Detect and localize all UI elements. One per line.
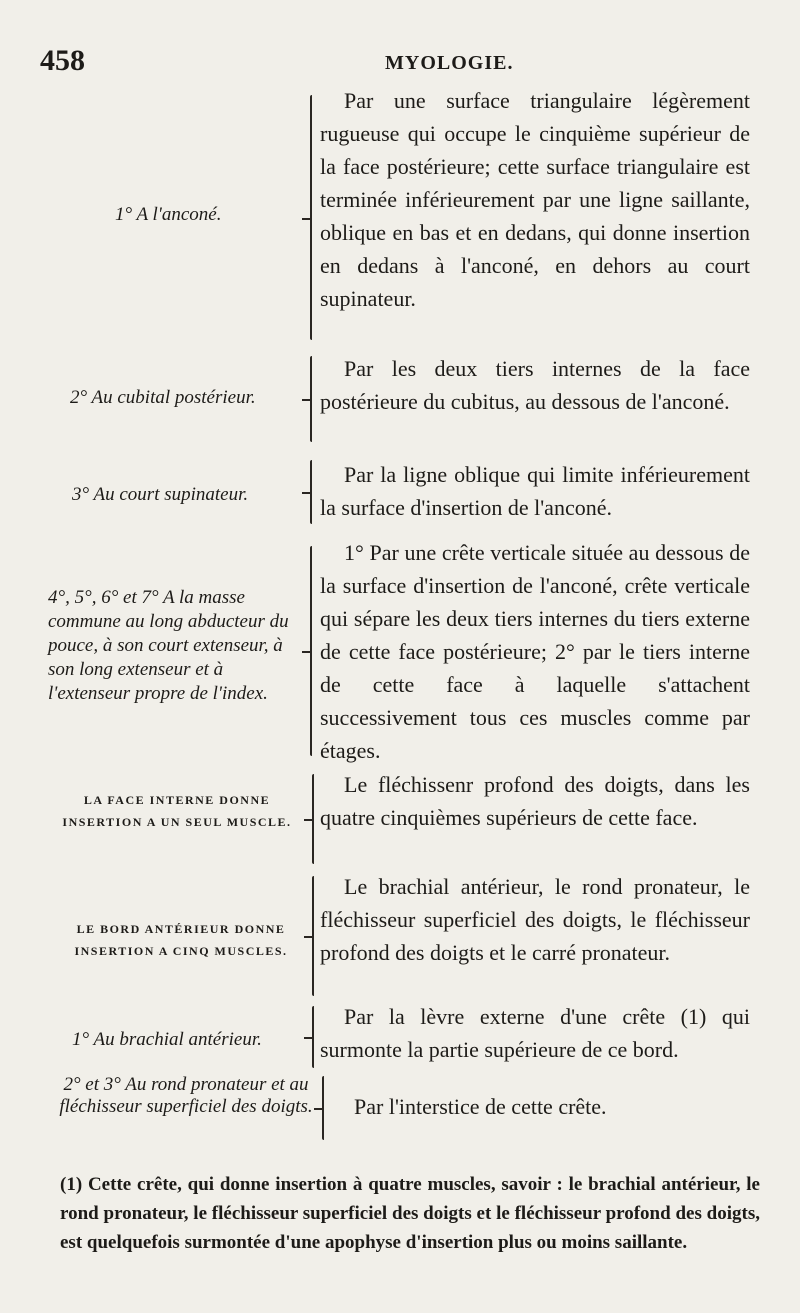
entry-text: Par la lèvre externe d'une crête (1) qui surmonte la partie supérieure de ce bord. xyxy=(320,1004,750,1062)
brace xyxy=(310,95,312,340)
entry-label: 1° Au brachial antérieur. xyxy=(72,1029,262,1050)
entry-label: 4°, 5°, 6° et 7° A la masse commune au long abducteur du pouce, à son court extenseur, à son long extenseur et à l'extenseur propre de l'index. xyxy=(48,587,289,704)
brace xyxy=(310,460,312,524)
entry-label: 2° et 3° Au rond pronateur et au fléchisseur superficiel des doigts. xyxy=(59,1074,313,1117)
page-number: 458 xyxy=(40,44,85,77)
brace xyxy=(310,356,312,442)
entry-text: Par les deux tiers internes de la face postérieure du cubitus, au dessous de l'anconé. xyxy=(320,356,750,414)
brace xyxy=(312,1006,314,1068)
entry-text: Par l'interstice de cette crête. xyxy=(354,1094,607,1119)
entry-text: Le brachial antérieur, le rond pronateur, le fléchisseur superficiel des doigts, le fléchisseur profond des doigts et le carré pronateur. xyxy=(320,874,750,965)
entry-text: 1° Par une crête verticale située au dessous de la surface d'insertion de l'anconé, crête verticale qui sépare les deux tiers internes du tiers externe de cette face postérieure; 2° par le tiers interne de cette face à laquelle s'attachent successivement tous ces muscles comme par étages. xyxy=(320,540,750,763)
entry-text: Le fléchissenr profond des doigts, dans les quatre cinquièmes supérieurs de cette face. xyxy=(320,772,750,830)
entry-label: LA FACE INTERNE DONNE INSERTION A UN SEUL MUSCLE. xyxy=(62,793,292,829)
entry-label: 2° Au cubital postérieur. xyxy=(70,387,256,408)
page-header xyxy=(40,44,760,84)
entry-label: LE BORD ANTÉRIEUR DONNE INSERTION A CINQ MUSCLES. xyxy=(74,922,288,958)
footnote: (1) Cette crête, qui donne insertion à quatre muscles, savoir : le brachial antérieur, le rond pronateur, le fléchisseur superficiel des doigts et le fléchisseur profond des doigts, est quelquefois surmontée d'une apophyse d'insertion plus ou moins saillante. xyxy=(60,1174,760,1253)
entry-text: Par la ligne oblique qui limite inférieurement la surface d'insertion de l'anconé. xyxy=(320,462,750,520)
entry-label: 1° A l'anconé. xyxy=(115,204,222,225)
brace xyxy=(310,546,312,756)
brace xyxy=(312,876,314,996)
entry-text: Par une surface triangulaire légèrement rugueuse qui occupe le cinquième supérieur de la face postérieure; cette surface triangulaire est terminée inférieurement par une ligne saillante, oblique en bas et en dedans, qui donne insertion en dedans à l'anconé, en dehors au court supinateur. xyxy=(320,88,750,311)
entry-label: 3° Au court supinateur. xyxy=(72,484,249,505)
running-head: MYOLOGIE. xyxy=(385,52,514,74)
brace xyxy=(312,774,314,864)
brace xyxy=(322,1076,324,1140)
